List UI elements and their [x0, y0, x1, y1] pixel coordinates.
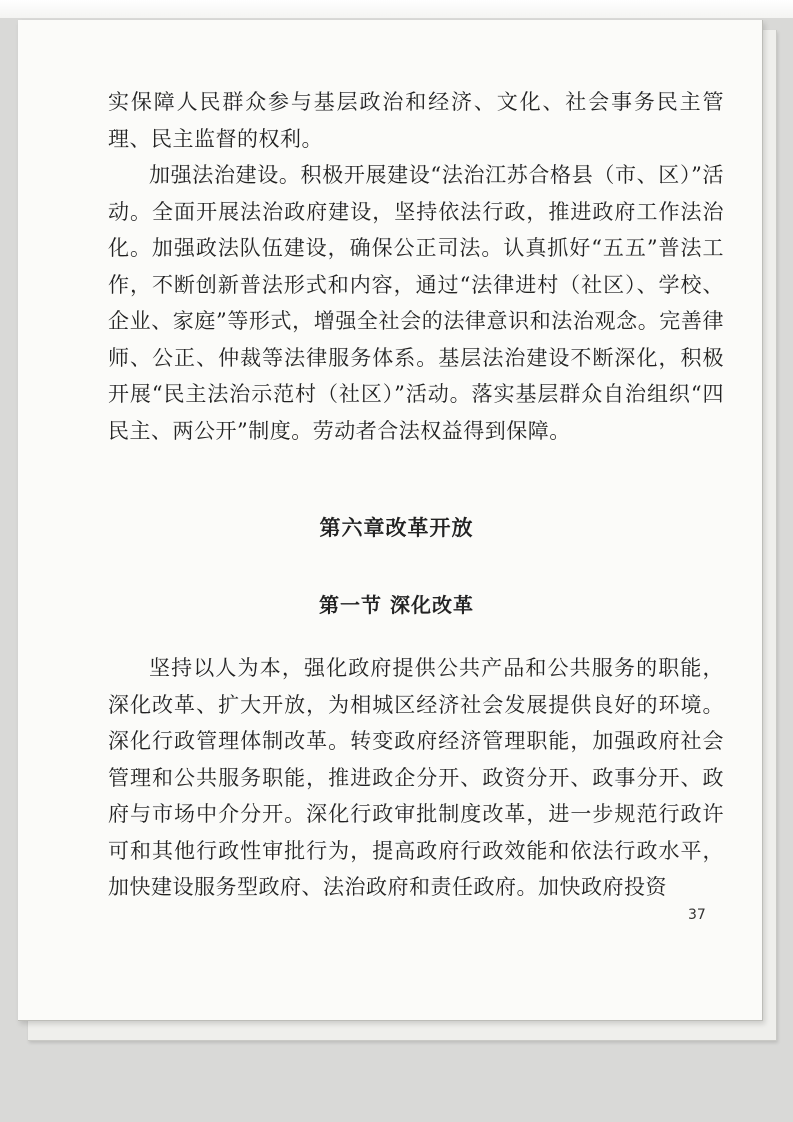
- scan-margin: [0, 0, 793, 18]
- chapter-title: 第六章改革开放: [319, 516, 474, 540]
- page-number: 37: [688, 907, 706, 923]
- section-title: 第一节 深化改革: [319, 593, 474, 617]
- paragraph-rule-of-law: 加强法治建设。积极开展建设“法治江苏合格县（市、区）”活动。全面开展法治政府建设，坚持依法行政，推进政府工作法治化。加强政法队伍建设，确保公正司法。认真抓好“五五”普法工作，不断创新普法形式和内容，通过“法律进村（社区）、学校、企业、家庭”等形式，增强全社会的法律意识和法治观念。完善律师、公正、仲裁等法律服务体系。基层法治建设不断深化，积极开展“民主法治示范村（社区）”活动。落实基层群众自治组织“四民主、两公开”制度。劳动者合法权益得到保障。: [108, 163, 724, 443]
- paragraph-democratic-rights: 实保障人民群众参与基层政治和经济、文化、社会事务民主管理、民主监督的权利。: [108, 90, 724, 151]
- paragraph-deepen-reform: 坚持以人为本，强化政府提供公共产品和公共服务的职能，深化改革、扩大开放，为相城区经济社会发展提供良好的环境。深化行政管理体制改革。转变政府经济管理职能，加强政府社会管理和公共服务职能，推进政企分开、政资分开、政事分开、政府与市场中介分开。深化行政审批制度改革，进一步规范行政许可和其他行政性审批行为，提高政府行政效能和依法行政水平，加快建设服务型政府、法治政府和责任政府。加快政府投资: [108, 656, 724, 899]
